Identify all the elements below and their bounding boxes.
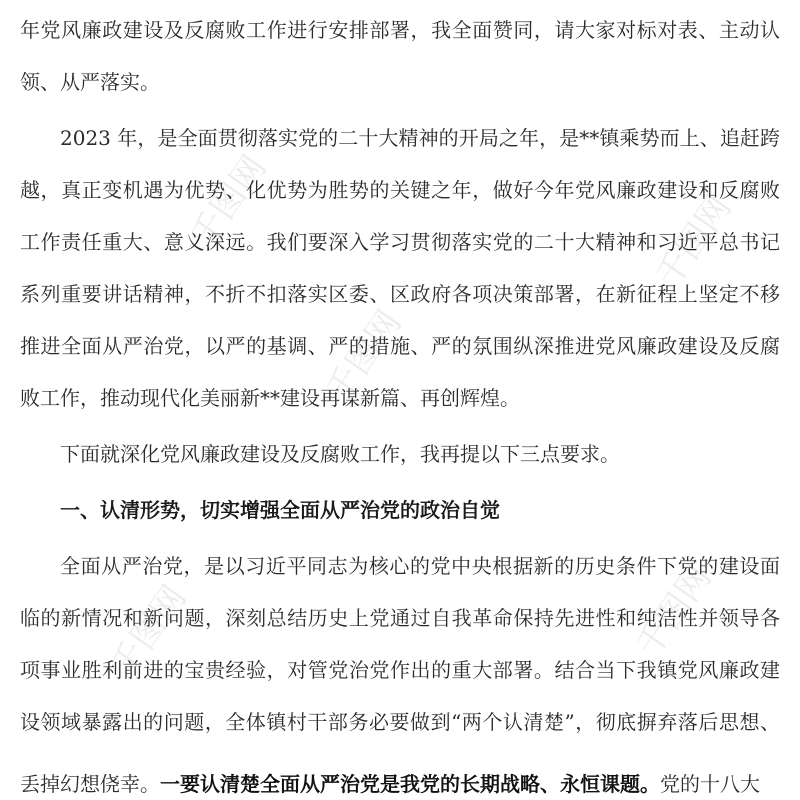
watermark: 千图网: [103, 578, 195, 685]
paragraph-line-mixed: [20, 770, 780, 798]
watermark: 千图网: [648, 188, 740, 295]
paragraph-line: 系列重要讲话精神，不折不扣落实区委、区政府各项决策部署，在新征程上坚定不移: [20, 282, 780, 306]
paragraph-line: 临的新情况和新问题，深刻总结历史上党通过自我革命保持先进性和纯洁性并领导各: [20, 606, 780, 630]
watermark: 千图网: [628, 558, 720, 665]
emphasis-text: 一要认清楚全面从严治党是我党的长期战略、永恒课题。: [160, 772, 660, 796]
line-text: 党的十八大: [660, 772, 760, 796]
paragraph-line: 工作责任重大、意义深远。我们要深入学习贯彻落实党的二十大精神和习近平总书记: [20, 230, 780, 254]
section-heading: 一、认清形势，切实增强全面从严治党的政治自觉: [60, 498, 500, 522]
paragraph-line: 败工作，推动现代化美丽新**建设再谋新篇、再创辉煌。: [20, 386, 520, 410]
paragraph-line: 年党风廉政建设及反腐败工作进行安排部署，我全面赞同，请大家对标对表、主动认: [20, 18, 780, 42]
paragraph-line: 下面就深化党风廉政建设及反腐败工作，我再提以下三点要求。: [60, 442, 620, 466]
paragraph-line: 2023 年，是全面贯彻落实党的二十大精神的开局之年，是**镇乘势而上、追赶跨: [60, 126, 780, 150]
paragraph-line: 项事业胜利前进的宝贵经验，对管党治党作出的重大部署。结合当下我镇党风廉政建: [20, 658, 780, 682]
watermark: 千图网: [318, 303, 410, 410]
paragraph-line: 全面从严治党，是以习近平同志为核心的党中央根据新的历史条件下党的建设面: [60, 554, 780, 578]
paragraph-line: 领、从严落实。: [20, 70, 160, 94]
watermark: 千图网: [183, 148, 275, 255]
line-text: 丢掉幻想侥幸。: [20, 772, 160, 796]
paragraph-line: 推进全面从严治党，以严的基调、严的措施、严的氛围纵深推进党风廉政建设及反腐: [20, 334, 780, 358]
paragraph-line: 设领域暴露出的问题，全体镇村干部务必要做到“两个认清楚”，彻底摒弃落后思想、: [20, 710, 780, 734]
paragraph-line: 越，真正变机遇为优势、化优势为胜势的关键之年，做好今年党风廉政建设和反腐败: [20, 178, 780, 202]
